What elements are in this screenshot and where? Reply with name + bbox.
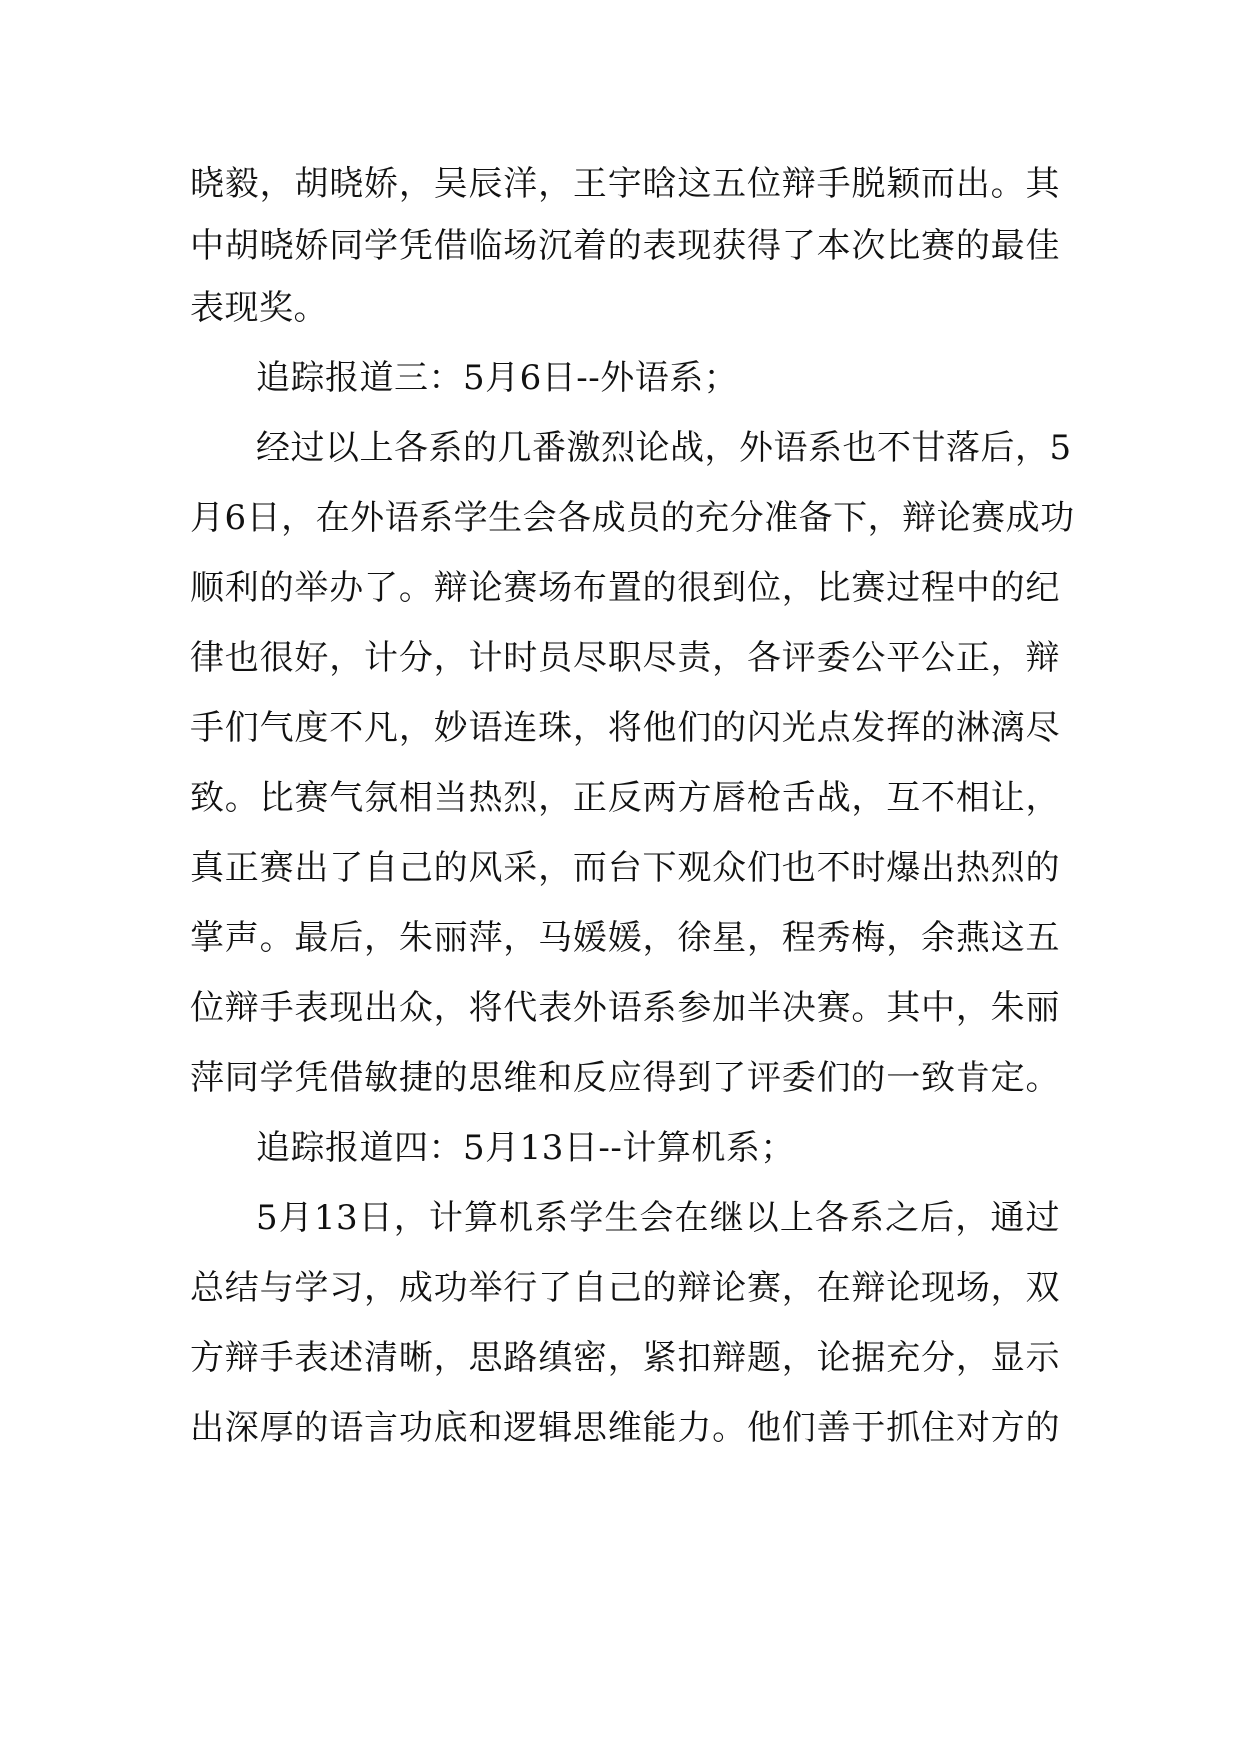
body-text-line: 掌声。最后，朱丽萍，马媛媛，徐星，程秀梅，余燕这五 bbox=[190, 918, 1060, 958]
body-text-line: 位辩手表现出众，将代表外语系参加半决赛。其中，朱丽 bbox=[190, 988, 1060, 1028]
body-text-line: 律也很好，计分，计时员尽职尽责，各评委公平公正，辩 bbox=[190, 638, 1060, 678]
body-text-line: 经过以上各系的几番激烈论战，外语系也不甘落后，5 bbox=[256, 428, 1072, 468]
body-text-line: 出深厚的语言功底和逻辑思维能力。他们善于抓住对方的 bbox=[190, 1408, 1060, 1448]
body-text-line: 总结与学习，成功举行了自己的辩论赛，在辩论现场，双 bbox=[190, 1268, 1060, 1308]
section-heading-three: 追踪报道三：5月6日--外语系； bbox=[256, 358, 739, 398]
section-heading-four: 追踪报道四：5月13日--计算机系； bbox=[256, 1128, 795, 1168]
body-text-line: 方辩手表述清晰，思路缜密，紧扣辩题，论据充分，显示 bbox=[190, 1338, 1060, 1378]
body-text-line: 5月13日，计算机系学生会在继以上各系之后，通过 bbox=[256, 1198, 1060, 1238]
body-text-line: 手们气度不凡，妙语连珠，将他们的闪光点发挥的淋漓尽 bbox=[190, 708, 1060, 748]
body-text-line: 月6日，在外语系学生会各成员的充分准备下，辩论赛成功 bbox=[190, 498, 1075, 538]
body-text-line: 真正赛出了自己的风采，而台下观众们也不时爆出热烈的 bbox=[190, 848, 1060, 888]
body-text-line: 顺利的举办了。辩论赛场布置的很到位，比赛过程中的纪 bbox=[190, 568, 1060, 608]
body-text-line: 中胡晓娇同学凭借临场沉着的表现获得了本次比赛的最佳 bbox=[190, 226, 1060, 266]
body-text-line: 晓毅，胡晓娇，吴辰洋，王宇晗这五位辩手脱颖而出。其 bbox=[190, 164, 1060, 204]
body-text-line: 致。比赛气氛相当热烈，正反两方唇枪舌战，互不相让， bbox=[190, 778, 1060, 818]
body-text-line: 表现奖。 bbox=[190, 288, 328, 328]
body-text-line: 萍同学凭借敏捷的思维和反应得到了评委们的一致肯定。 bbox=[190, 1058, 1060, 1098]
